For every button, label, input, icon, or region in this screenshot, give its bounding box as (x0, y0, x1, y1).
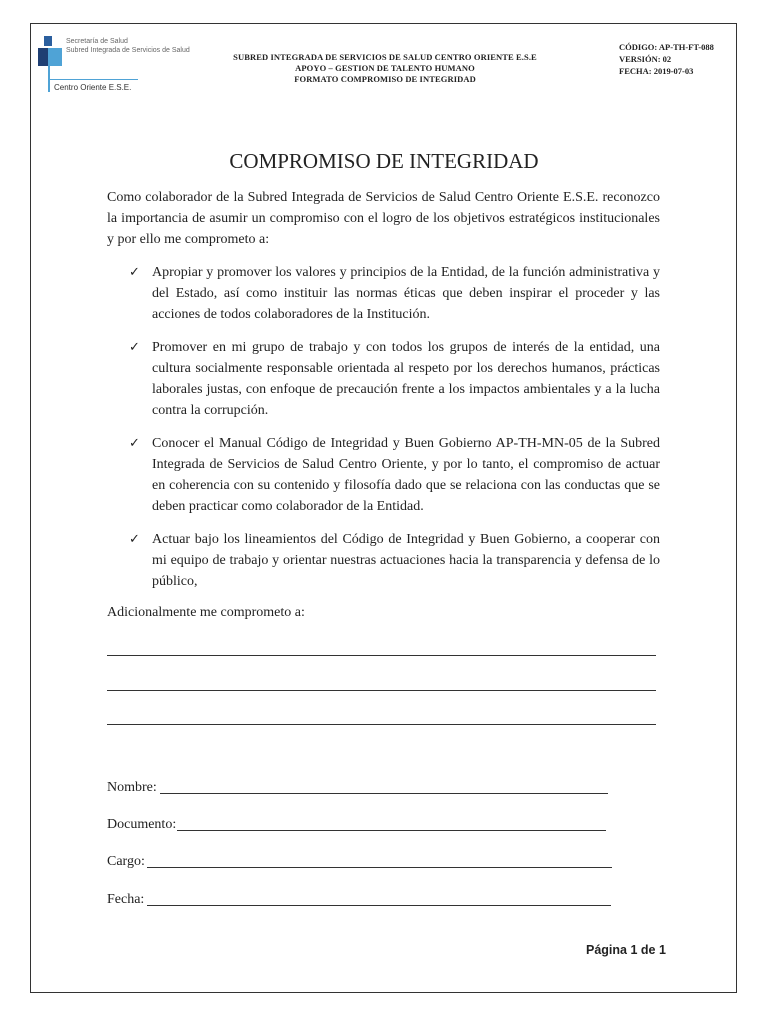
fecha-field[interactable] (107, 891, 612, 909)
additional-commitment-line-2[interactable] (107, 690, 656, 691)
logo-line-1: Secretaría de Salud (66, 38, 128, 45)
checkmark-icon: ✓ (129, 532, 140, 547)
list-item-text: Conocer el Manual Código de Integridad y Buen Gobierno AP-TH-MN-05 de la Subred Integrada de Servicios de Salud Centro Oriente, y por lo tanto, el compromiso de actuar en coherencia con su contenido y filosofía dado que se relaciona con las conductas que se deben practicar como colaborador de la Entidad. (152, 436, 660, 514)
header-line-2: APOYO – GESTION DE TALENTO HUMANO (295, 63, 475, 73)
checkmark-icon: ✓ (129, 436, 140, 451)
logo-mark-left (38, 48, 48, 66)
additional-commitment-label: Adicionalmente me comprometo a: (107, 605, 305, 620)
documento-label: Documento: (107, 817, 177, 832)
checkmark-icon: ✓ (129, 265, 140, 280)
header-line-1: SUBRED INTEGRADA DE SERVICIOS DE SALUD CENTRO ORIENTE E.S.E (233, 52, 537, 62)
list-item-text: Promover en mi grupo de trabajo y con todos los grupos de interés de la entidad, una cultura socialmente responsable orientada al respeto por los derechos humanos, prácticas laborales justas, con enfoque de precaución frente a los impactos ambientales y a la lucha contra la corrupción. (152, 340, 660, 418)
logo-mark-right (48, 48, 62, 66)
list-item (107, 337, 660, 421)
intro-paragraph: Como colaborador de la Subred Integrada de Servicios de Salud Centro Oriente E.S.E. reconozco la importancia de asumir un compromiso con el logro de los objetivos estratégicos institucionales y por ello me comprometo a: (107, 190, 660, 247)
document-control-block (619, 41, 714, 77)
fecha-line[interactable] (147, 905, 611, 906)
nombre-line[interactable] (160, 793, 608, 794)
logo-line-2: Subred Integrada de Servicios de Salud (66, 47, 190, 54)
nombre-field[interactable] (107, 779, 607, 797)
cargo-label: Cargo: (107, 854, 145, 869)
list-item-text: Actuar bajo los lineamientos del Código de Integridad y Buen Gobierno, a cooperar con mi equipo de trabajo y orientar nuestras actuaciones hacia la transparencia y defensa de lo público, (152, 532, 660, 589)
list-item (107, 262, 660, 325)
header-line-3: FORMATO COMPROMISO DE INTEGRIDAD (294, 74, 476, 84)
header-title-block (170, 52, 600, 85)
list-item (107, 529, 660, 592)
cargo-line[interactable] (147, 867, 612, 868)
documento-line[interactable] (177, 830, 606, 831)
document-version: VERSIÓN: 02 (619, 54, 672, 64)
logo-line-3: Centro Oriente E.S.E. (54, 83, 132, 92)
checkmark-icon: ✓ (129, 340, 140, 355)
additional-commitment-line-1[interactable] (107, 655, 656, 656)
subred-logo (34, 32, 190, 92)
fecha-label: Fecha: (107, 892, 145, 907)
list-item-text: Apropiar y promover los valores y principios de la Entidad, de la función administrativa y del Estado, así como instituir las normas éticas que deben inspirar el proceder y las acciones de todos colaboradores de la Institución. (152, 265, 660, 322)
commitment-list (107, 262, 660, 604)
list-item (107, 433, 660, 517)
logo-mark-top (44, 36, 52, 46)
document-code: CÓDIGO: AP-TH-FT-088 (619, 42, 714, 52)
logo-horizontal-rule (48, 79, 138, 80)
page-indicator: Página 1 de 1 (586, 943, 666, 957)
page-title: COMPROMISO DE INTEGRIDAD (229, 149, 539, 173)
cargo-field[interactable] (107, 853, 612, 871)
document-date: FECHA: 2019-07-03 (619, 66, 694, 76)
documento-field[interactable] (107, 816, 607, 834)
nombre-label: Nombre: (107, 780, 157, 795)
additional-commitment-line-3[interactable] (107, 724, 656, 725)
